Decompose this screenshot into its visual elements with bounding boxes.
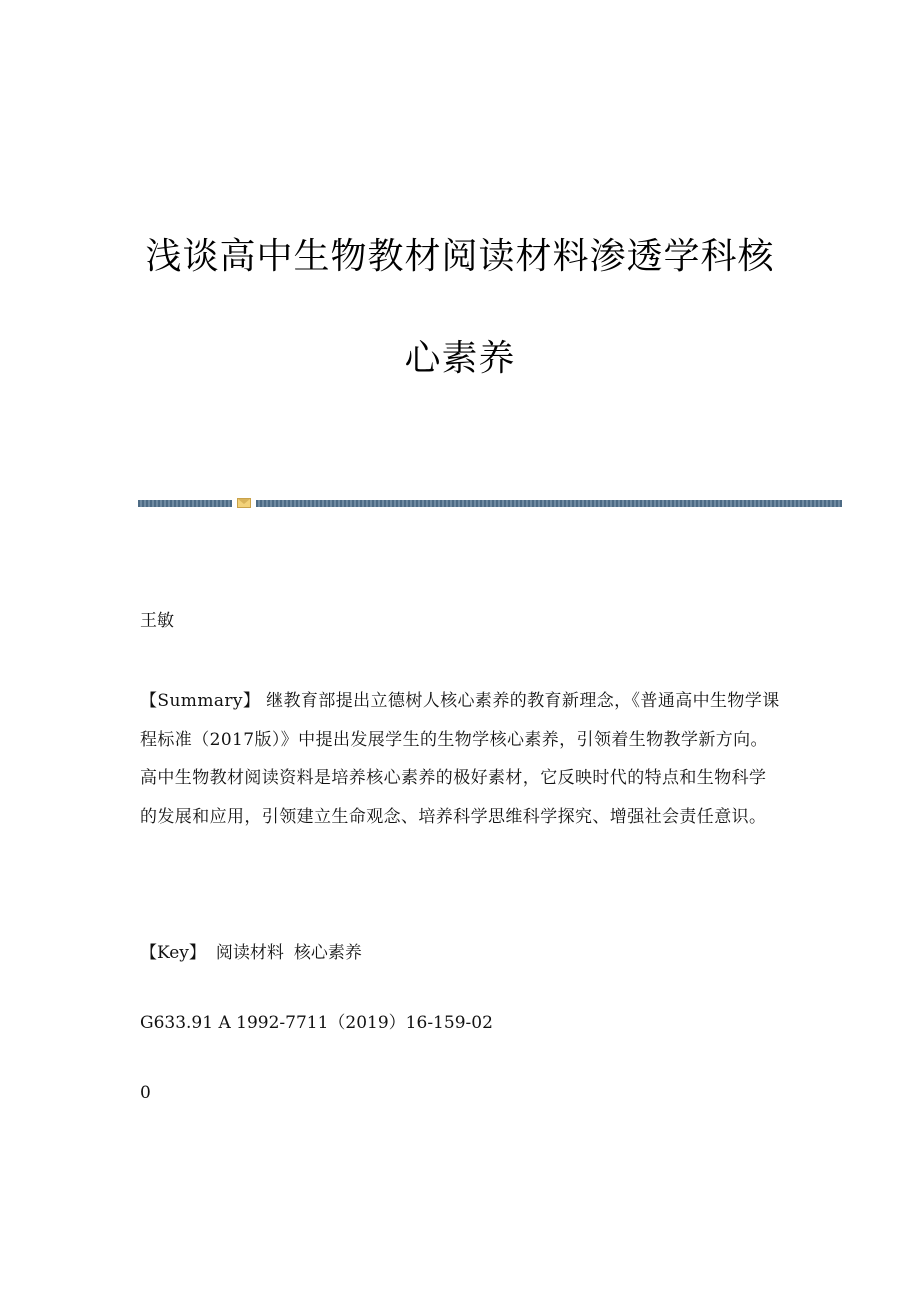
keyword-item: 阅读材料 <box>215 943 284 963</box>
author-name: 王敏 <box>140 611 174 631</box>
document-title-line-2: 心素养 <box>404 338 516 379</box>
summary-paragraph <box>140 682 780 836</box>
envelope-icon <box>237 498 251 508</box>
keyword-item: 核心素养 <box>293 943 362 963</box>
title-divider <box>138 496 842 510</box>
trailing-text: 0 <box>140 1083 151 1103</box>
keywords-line <box>140 943 362 963</box>
summary-text: 继教育部提出立德树人核心素养的教育新理念，《普通高中生物学课程标准（2017版）》中提出发展学生的生物学核心素养，引领着生物教学新方向。高中生物教材阅读资料是培养核心素养的极好素材，它反映时代的特点和生物科学的发展和应用，引领建立生命观念、培养科学思维科学探究、增强社会责任意识。 <box>140 691 780 827</box>
divider-bar-right <box>256 500 842 507</box>
summary-label: 【Summary】 <box>140 691 261 711</box>
divider-bar-left <box>138 500 232 507</box>
keywords-label: 【Key】 <box>140 943 206 963</box>
document-title-line-1: 浅谈高中生物教材阅读材料渗透学科核 <box>145 236 775 277</box>
classification-code: G633.91 A 1992-7711（2019）16-159-02 <box>140 1013 493 1033</box>
